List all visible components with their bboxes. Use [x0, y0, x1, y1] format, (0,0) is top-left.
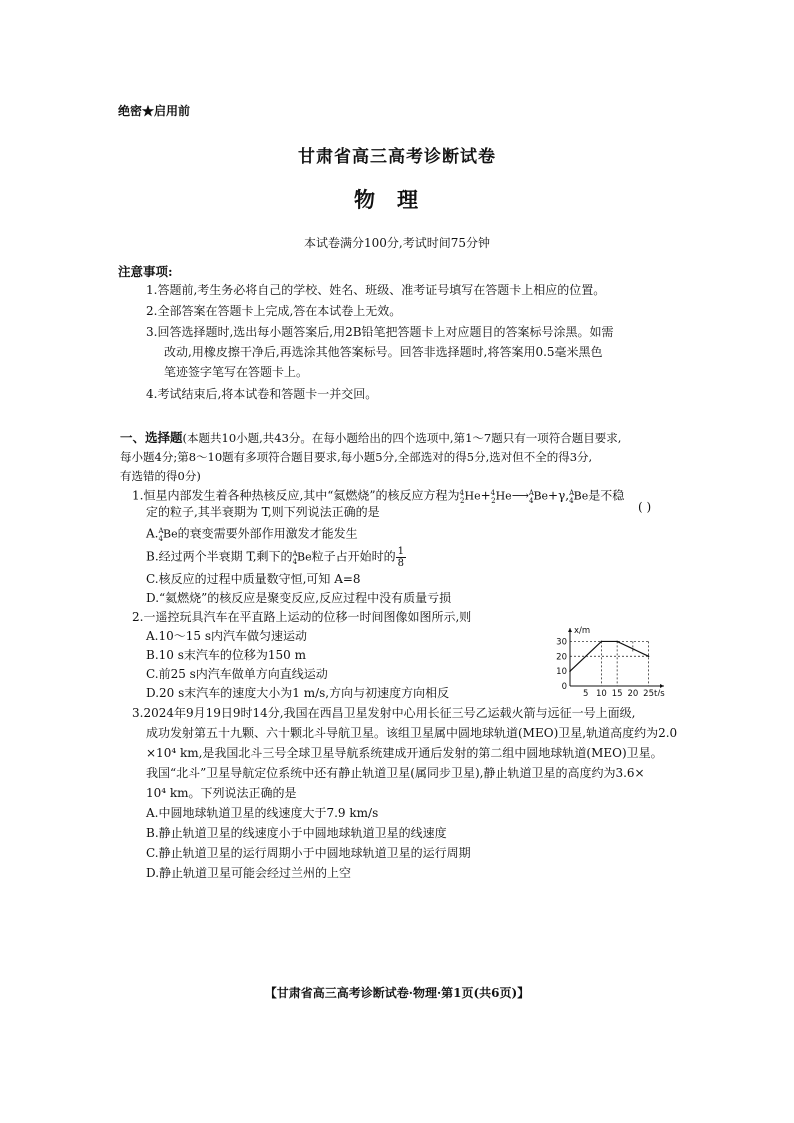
q2-option-b: B.10 s末汽车的位移为150 m [146, 648, 306, 662]
y-tick-label: 0 [561, 682, 567, 692]
nuclide-be: $^A_4$Be [528, 489, 549, 505]
question-3-stem: 3.2024年9月19日9时14分,我国在西昌卫星发射中心用长征三号乙运载火箭与远征一号上面级, [132, 706, 636, 720]
nuclide-he: $^4_2$He [459, 489, 481, 505]
q1-option-d: D.“氦燃烧”的核反应是聚变反应,反应过程中没有质量亏损 [146, 591, 452, 605]
confidential-label: 绝密★启用前 [118, 104, 191, 118]
notice-item: 4.考试结束后,将本试卷和答题卡一并交回。 [146, 387, 378, 401]
x-tick-label: 20 [627, 689, 639, 696]
data-point [648, 655, 650, 657]
x-tick-label: 25 [643, 689, 654, 696]
subject-title: 物理 [354, 187, 440, 212]
data-point [616, 641, 618, 643]
x-tick-label: 5 [583, 689, 589, 696]
q3-option-b: B.静止轨道卫星的线速度小于中圆地球轨道卫星的线速度 [146, 826, 447, 840]
question-3-stem-cont: 10⁴ km。下列说法正确的是 [146, 786, 297, 800]
section-header [120, 428, 680, 486]
chart-series [569, 641, 649, 672]
chart-guides [570, 641, 649, 686]
q1-option-b: B.经过两个半衰期 T,剩下的$^A_4$Be粒子占开始时的 $\frac{1}{8}$ [146, 545, 666, 572]
chart-axes [568, 628, 664, 688]
x-axis-arrow [660, 684, 664, 688]
nuclide-be: $^A_4$Be [158, 527, 178, 543]
data-point [601, 641, 603, 643]
nuclide-be: $^A_4$Be [569, 489, 589, 505]
q3-option-c: C.静止轨道卫星的运行周期小于中圆地球轨道卫星的运行周期 [146, 846, 471, 860]
y-axis-label: x/m [574, 626, 591, 636]
nuclide-he: $^4_2$He [490, 489, 512, 505]
q1-option-a: A.$^A_4$Be的衰变需要外部作用激发才能发生 [146, 522, 666, 549]
x-tick-label: 15 [611, 689, 623, 696]
exam-meta: 本试卷满分100分,考试时间75分钟 [304, 236, 490, 250]
nuclide-be: $^A_4$Be [292, 550, 312, 566]
q3-option-d: D.静止轨道卫星可能会经过兰州的上空 [146, 866, 352, 880]
page-footer: 【甘肃省高三高考诊断试卷·物理·第1页(共6页)】 [264, 986, 530, 1000]
q2-option-c: C.前25 s内汽车做单方向直线运动 [146, 667, 328, 681]
q1-option-c: C.核反应的过程中质量数守恒,可知 A=8 [146, 572, 361, 586]
q3-option-a: A.中圆地球轨道卫星的线速度大于7.9 km/s [146, 806, 379, 820]
notice-item: 3.回答选择题时,选出每小题答案后,用2B铅笔把答题卡上对应题目的答案标号涂黑。如需 [146, 325, 614, 339]
data-point [569, 670, 571, 672]
y-tick-label: 10 [556, 667, 567, 678]
question-3-stem-cont: ×10⁴ km,是我国北斗三号全球卫星导航系统建成开通后发射的第二组中圆地球轨道(MEO)卫星。 [146, 746, 663, 760]
question-2-stem: 2.一遥控玩具汽车在平直路上运动的位移一时间图像如图所示,则 [132, 610, 472, 624]
q2-option-d: D.20 s末汽车的速度大小为1 m/s,方向与初速度方向相反 [146, 686, 450, 700]
question-1-stem: 1.恒星内部发生着各种热核反应,其中“氦燃烧”的核反应方程为$^4_2$He+$^4_2$He⟶$^A_4$Be+γ,$^A_4$Be是不稳 [132, 484, 682, 511]
y-axis-arrow [568, 628, 572, 632]
question-3-stem-cont: 我国“北斗”卫星导航定位系统中还有静止轨道卫星(属同步卫星),静止轨道卫星的高度约为3.6× [146, 766, 645, 780]
exam-title: 甘肃省高三高考诊断试卷 [298, 147, 496, 167]
section-desc: (本题共10小题,共43分。在每小题给出的四个选项中,第1～7题只有一项符合题目要求, [182, 431, 622, 445]
section-desc: 每小题4分;第8～10题有多项符合题目要求,每小题5分,全部选对的得5分,选对但不全的得3分, [120, 450, 593, 464]
series-line [570, 641, 649, 671]
notice-heading: 注意事项: [118, 264, 173, 279]
x-axis-label: t/s [654, 689, 665, 696]
reaction-arrow: ⟶ [511, 488, 529, 503]
section-desc: 有选错的得0分) [120, 469, 201, 483]
y-tick-label: 30 [556, 637, 567, 648]
notice-item: 笔迹签字笔写在答题卡上。 [164, 365, 309, 379]
question-1-stem-cont: 定的粒子,其半衰期为 T,则下列说法正确的是 [146, 505, 380, 519]
answer-bracket: ( ) [638, 500, 652, 514]
y-tick-label: 20 [556, 652, 567, 663]
displacement-time-graph [548, 624, 673, 696]
q2-option-a: A.10～15 s内汽车做匀速运动 [146, 629, 307, 643]
question-3-stem-cont: 成功发射第五十九颗、六十颗北斗导航卫星。该组卫星属中圆地球轨道(MEO)卫星,轨道高度约为2.0 [146, 726, 678, 740]
notice-item: 改动,用橡皮擦干净后,再选涂其他答案标号。回答非选择题时,将答案用0.5毫米黑色 [164, 345, 603, 359]
notice-item: 1.答题前,考生务必将自己的学校、姓名、班级、准考证号填写在答题卡上相应的位置。 [146, 283, 606, 297]
fraction: $\frac{1}{8}$ [397, 545, 405, 569]
section-heading: 一、选择题 [120, 430, 183, 445]
x-tick-label: 10 [596, 689, 607, 696]
notice-item: 2.全部答案在答题卡上完成,答在本试卷上无效。 [146, 304, 402, 318]
